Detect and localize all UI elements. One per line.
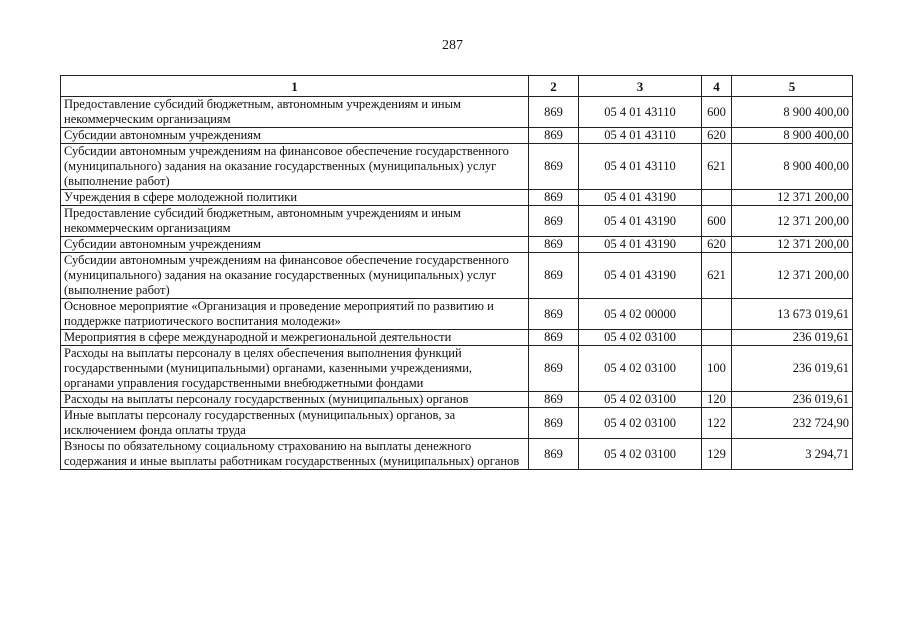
table-row [61,128,853,144]
row-section: 05 4 01 43110 [579,128,702,144]
row-name: Мероприятия в сфере международной и межрегиональной деятельности [61,330,529,346]
row-section: 05 4 02 03100 [579,408,702,439]
row-name: Учреждения в сфере молодежной политики [61,190,529,206]
row-amount: 236 019,61 [732,346,853,392]
row-amount: 3 294,71 [732,439,853,470]
row-amount: 236 019,61 [732,330,853,346]
row-section: 05 4 01 43190 [579,190,702,206]
row-type: 122 [702,408,732,439]
row-amount: 12 371 200,00 [732,237,853,253]
row-code: 869 [529,299,579,330]
table-row [61,253,853,299]
row-section: 05 4 02 03100 [579,392,702,408]
row-code: 869 [529,408,579,439]
table-row [61,408,853,439]
table-row [61,330,853,346]
table-body [61,97,853,470]
row-type [702,299,732,330]
header-row [61,76,853,97]
header-col-4: 4 [702,76,732,97]
budget-table [60,75,853,470]
row-name: Субсидии автономным учреждениям [61,237,529,253]
row-type: 600 [702,206,732,237]
row-amount: 12 371 200,00 [732,190,853,206]
row-amount: 8 900 400,00 [732,128,853,144]
row-type [702,330,732,346]
row-type [702,190,732,206]
table-row [61,206,853,237]
row-name: Взносы по обязательному социальному страхованию на выплаты денежного содержания и иные выплаты работникам государственных (муниципальных) органов [61,439,529,470]
table-header [61,76,853,97]
row-name: Основное мероприятие «Организация и проведение мероприятий по развитию и поддержке патриотического воспитания молодежи» [61,299,529,330]
row-code: 869 [529,253,579,299]
row-section: 05 4 02 03100 [579,330,702,346]
row-type: 621 [702,253,732,299]
header-col-1: 1 [61,76,529,97]
row-type: 620 [702,237,732,253]
row-type: 129 [702,439,732,470]
row-section: 05 4 01 43110 [579,144,702,190]
row-amount: 8 900 400,00 [732,144,853,190]
row-section: 05 4 02 03100 [579,439,702,470]
row-section: 05 4 02 00000 [579,299,702,330]
table-row [61,237,853,253]
row-name: Субсидии автономным учреждениям [61,128,529,144]
row-type: 120 [702,392,732,408]
row-name: Расходы на выплаты персоналу в целях обеспечения выполнения функций государственными (муниципальными) органами, казенными учреждениями, органами управления государственными внебюджетными фондами [61,346,529,392]
table-row [61,299,853,330]
row-name: Субсидии автономным учреждениям на финансовое обеспечение государственного (муниципального) задания на оказание государственных (муниципальных) услуг (выполнение работ) [61,144,529,190]
table-row [61,190,853,206]
page-number: 287 [442,38,463,53]
table-row [61,144,853,190]
row-code: 869 [529,128,579,144]
row-name: Предоставление субсидий бюджетным, автономным учреждениям и иным некоммерческим организациям [61,97,529,128]
row-code: 869 [529,237,579,253]
row-code: 869 [529,144,579,190]
table-row [61,439,853,470]
row-amount: 8 900 400,00 [732,97,853,128]
row-type: 621 [702,144,732,190]
row-type: 600 [702,97,732,128]
row-code: 869 [529,206,579,237]
row-name: Иные выплаты персоналу государственных (муниципальных) органов, за исключением фонда оплаты труда [61,408,529,439]
row-section: 05 4 01 43110 [579,97,702,128]
row-section: 05 4 01 43190 [579,253,702,299]
row-code: 869 [529,392,579,408]
row-section: 05 4 01 43190 [579,237,702,253]
header-col-3: 3 [579,76,702,97]
table-row [61,392,853,408]
row-section: 05 4 01 43190 [579,206,702,237]
row-code: 869 [529,330,579,346]
row-amount: 12 371 200,00 [732,253,853,299]
row-code: 869 [529,190,579,206]
row-code: 869 [529,346,579,392]
row-amount: 236 019,61 [732,392,853,408]
row-name: Предоставление субсидий бюджетным, автономным учреждениям и иным некоммерческим организациям [61,206,529,237]
row-code: 869 [529,97,579,128]
header-col-2: 2 [529,76,579,97]
row-amount: 12 371 200,00 [732,206,853,237]
row-amount: 232 724,90 [732,408,853,439]
row-name: Субсидии автономным учреждениям на финансовое обеспечение государственного (муниципального) задания на оказание государственных (муниципальных) услуг (выполнение работ) [61,253,529,299]
row-type: 620 [702,128,732,144]
row-code: 869 [529,439,579,470]
row-name: Расходы на выплаты персоналу государственных (муниципальных) органов [61,392,529,408]
row-amount: 13 673 019,61 [732,299,853,330]
header-col-5: 5 [732,76,853,97]
row-section: 05 4 02 03100 [579,346,702,392]
row-type: 100 [702,346,732,392]
table-row [61,97,853,128]
table-row [61,346,853,392]
